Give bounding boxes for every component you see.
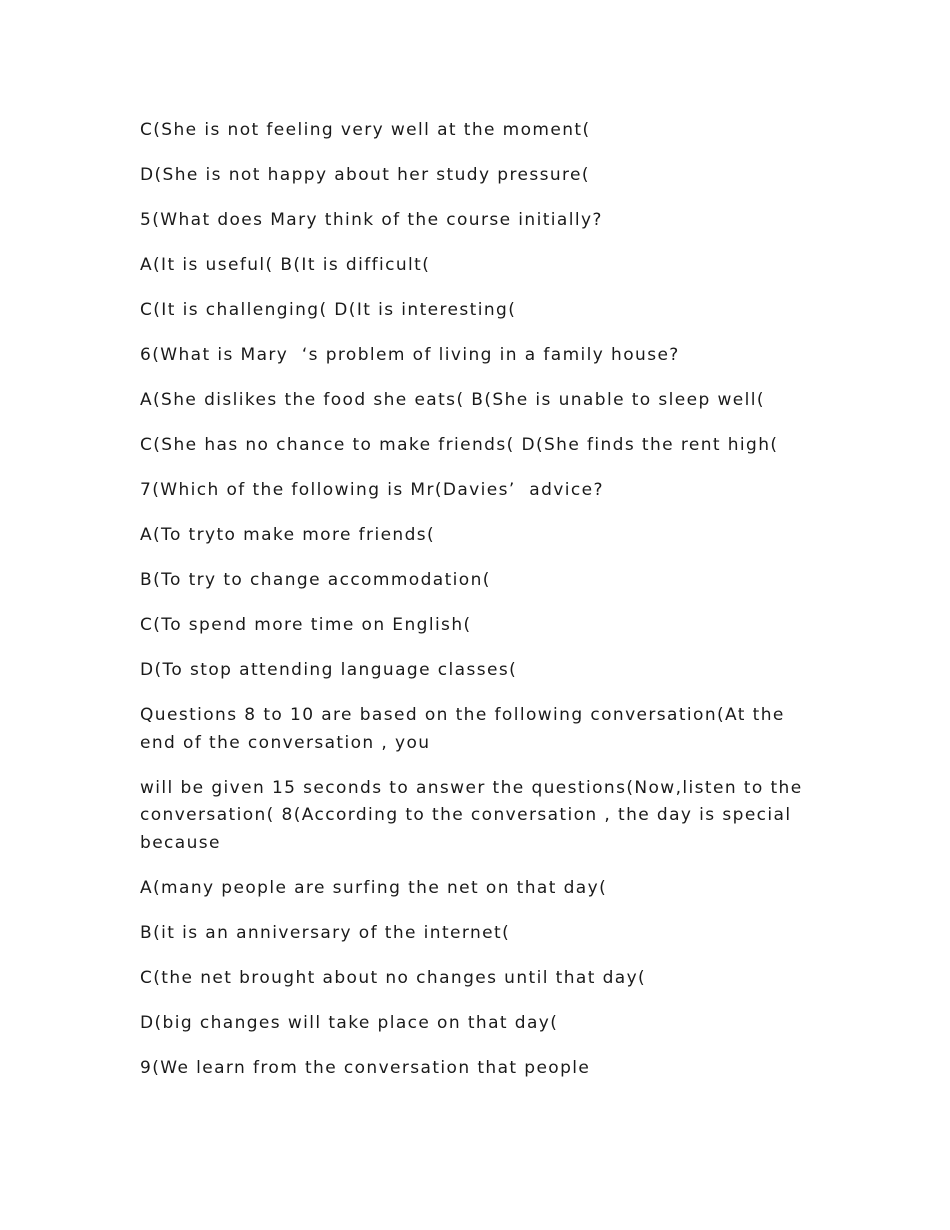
option-line: C(She is not feeling very well at the moment( — [140, 120, 591, 140]
option-line: A(many people are surfing the net on that day( — [140, 877, 608, 898]
instruction-paragraph: will be given 15 seconds to answer the questions(Now,listen to the conversation( 8(According to the conversation , the day is special because — [140, 777, 810, 853]
option-line: D(To stop attending language classes( — [140, 660, 518, 680]
option-line: A(She dislikes the food she eats( B(She is unable to sleep well( — [140, 390, 765, 410]
question-line: 7(Which of the following is Mr(Davies’ advice? — [140, 480, 604, 500]
option-line: A(To tryto make more friends( — [140, 525, 436, 545]
option-line: A(It is useful( B(It is difficult( — [140, 255, 431, 275]
option-line: D(big changes will take place on that day( — [140, 1012, 559, 1033]
option-line: B(To try to change accommodation( — [140, 570, 491, 590]
option-line: C(She has no chance to make friends( D(She finds the rent high( — [140, 435, 779, 455]
question-line: 5(What does Mary think of the course initially? — [140, 210, 603, 230]
option-line: C(To spend more time on English( — [140, 615, 472, 635]
question-line: 9(We learn from the conversation that people — [140, 1057, 591, 1078]
option-line: B(it is an anniversary of the internet( — [140, 922, 511, 943]
document-body — [140, 117, 810, 1100]
question-line: 6(What is Mary ‘s problem of living in a family house? — [140, 345, 680, 365]
option-line: D(She is not happy about her study pressure( — [140, 165, 590, 185]
option-line: C(the net brought about no changes until that day( — [140, 967, 647, 988]
option-line: C(It is challenging( D(It is interesting( — [140, 300, 517, 320]
instruction-paragraph: Questions 8 to 10 are based on the following conversation(At the end of the conversation , you — [140, 705, 792, 753]
